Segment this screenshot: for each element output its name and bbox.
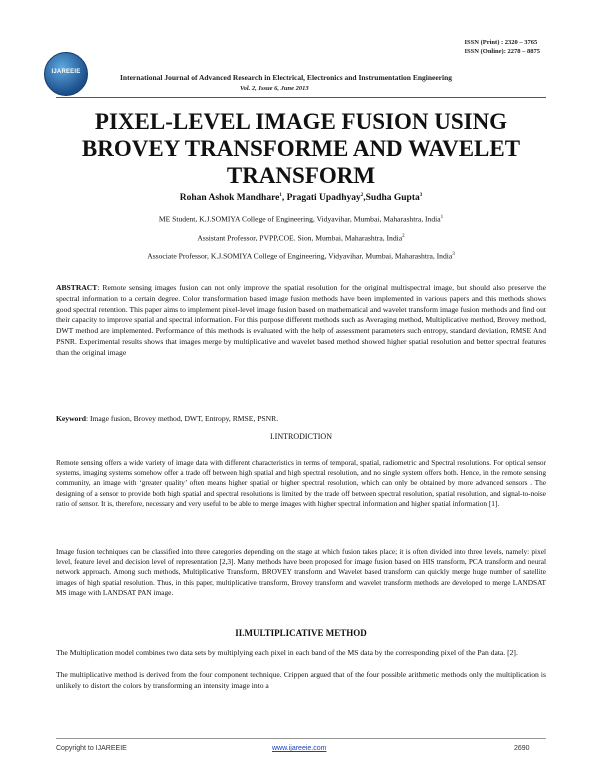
footer-link[interactable]: www.ijareeie.com [272, 745, 327, 752]
logo-text: IJAREEIE [51, 69, 81, 75]
affiliation-3: Associate Professor, K.J.SOMIYA College of Engineering, Vidyavihar, Mumbai, Maharashtra, India$^3$ [147, 251, 455, 261]
section-2-heading: II.MULTIPLICATIVE METHOD [235, 628, 367, 638]
issn-print: ISSN (Print) : 2320 – 3765 [464, 39, 538, 46]
mult-paragraph-2: The multiplicative method is derived from the four component technique. Crippen argued that of the four possible arithmetic methods only the multiplication is unlikely to distort the colors by transforming an intensity image into a [56, 670, 546, 690]
authors-line: Rohan Ashok Mandhare$^1$, Pragati Upadhyay$^2$,Sudha Gupta$^3$ [179, 193, 423, 204]
abstract [56, 283, 546, 359]
footer-copyright: Copyright to IJAREEIE [56, 745, 127, 752]
author-3: Sudha Gupta [365, 193, 420, 204]
author-2: Pragati Upadhyay [286, 193, 361, 204]
keyword-label: Keyword [56, 414, 86, 423]
intro-paragraph-1: Remote sensing offers a wide variety of image data with different characteristics in terms of temporal, spatial, radiometric and Spectral resolutions. For optical sensor systems, imaging systems somehow offer a trade off between high spatial and high spectral resolution, and no single system offers both. Hence, in the remote sensing community, an image with ‘greater quality’ often means higher spatial or higher spectral resolution, which can only be obtained by more advanced sensors . The designing of a sensor to provide both high spatial and spectral resolutions is limited by the trade off between spectral resolution, spatial resolution, and signal-to-noise ratio of sensor. It is, therefore, necessary and very useful to be able to merge images with higher spectral information and higher spatial information [1]. [56, 458, 546, 508]
section-1-heading: I.INTRODICTION [270, 432, 332, 441]
issn-block [465, 38, 540, 56]
author-1: Rohan Ashok Mandhare [179, 193, 280, 204]
issn-online: ISSN (Online): 2278 – 8875 [464, 48, 540, 55]
abstract-text: : Remote sensing images fusion can not only improve the spatial resolution for the original multispectral image, but should also preserve the spectral information to a certain degree. Color transformation based image fusion methods have been implemented in various papers and this methods shows good spectral retention. This paper aims to implement pixel-level image fusion based on mathematical and wavelet transform image fusion methods and find out their capacity to improve spatial and spectral information. For this purpose different methods such as Averaging method, Multiplicative method, Brovey method, DWT method are implemented. Performance of this methods is evaluated with the help of assessment parameters such entropy, standard deviation, RMSE And PSNR. Experimental results shows that images merge by multiplicative and wavelet based method showed higher spatial resolution and better spectral features than the original image [56, 283, 546, 357]
header-divider [56, 97, 546, 98]
affiliation-1: ME Student, K.J.SOMIYA College of Engineering, Vidyavihar, Mumbai, Maharashtra, India$^1$ [158, 214, 444, 224]
volume-info: Vol. 2, Issue 6, June 2013 [240, 85, 309, 92]
journal-logo [44, 52, 88, 96]
keyword-text: : Image fusion, Brovey method, DWT, Entropy, RMSE, PSNR. [85, 414, 279, 423]
footer-divider [56, 738, 546, 739]
intro-paragraph-2: Image fusion techniques can be classified into three categories depending on the stage at which fusion takes place; it is often divided into three levels, namely: pixel level, feature level and decision level of representation [2,3]. Many methods have been proposed for image fusion based on HIS transform, PCA transform and neural network approach. Among such methods, Multiplicative Transform, BROVEY transform and Wavelet based transform can quickly merge huge number of satellite images of high spatial resolution. Thus, in this paper, multiplicative transform, Brovey transform and wavelet transform methods are developed to merge LANDSAT MS image with LANDSAT PAN image. [56, 547, 546, 597]
journal-name: International Journal of Advanced Research in Electrical, Electronics and Instrumentation Engineering [120, 73, 453, 82]
keywords [56, 414, 546, 425]
affiliation-2: Assistant Professor, PVPP,COE. Sion, Mumbai, Maharashtra, India$^2$ [197, 233, 405, 243]
paper-title: PIXEL-LEVEL IMAGE FUSION USING BROVEY TRANSFORME AND WAVELET TRANSFORM [81, 109, 521, 188]
mult-paragraph-1: The Multiplication model combines two data sets by multiplying each pixel in each band of the MS data by the corresponding pixel of the Pan data. [2]. [56, 648, 518, 657]
abstract-label: ABSTRACT [56, 283, 98, 292]
page-number: 2690 [514, 745, 530, 752]
